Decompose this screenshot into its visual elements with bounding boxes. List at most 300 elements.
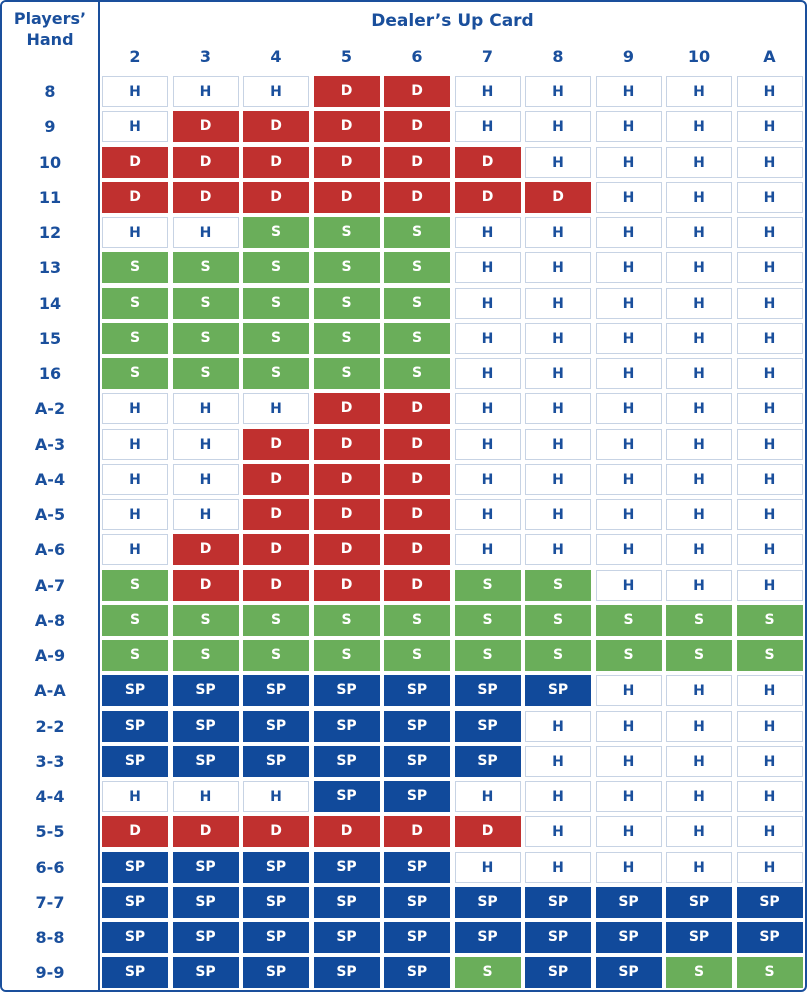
action-cell: H <box>596 816 662 847</box>
action-cell: H <box>666 499 732 530</box>
action-cell: H <box>455 76 521 107</box>
column-header-9: 9 <box>622 47 635 66</box>
action-cell: H <box>666 852 732 883</box>
action-cell: H <box>596 781 662 812</box>
action-cell: S <box>314 358 380 389</box>
action-cell: H <box>102 429 168 460</box>
action-cell: H <box>102 76 168 107</box>
action-cell: H <box>455 252 521 283</box>
action-cell: H <box>666 111 732 142</box>
action-cell: S <box>243 217 309 248</box>
action-cell: H <box>525 288 591 319</box>
row-label-6-6: 6-6 <box>35 857 65 877</box>
action-cell: D <box>384 464 450 495</box>
action-cell: H <box>666 147 732 178</box>
action-cell: H <box>525 746 591 777</box>
action-cell: D <box>455 182 521 213</box>
action-cell: D <box>384 76 450 107</box>
column-header-5: 5 <box>340 47 353 66</box>
action-cell: S <box>666 605 732 636</box>
action-cell: SP <box>525 675 591 706</box>
action-cell: H <box>596 675 662 706</box>
action-cell: H <box>737 147 803 178</box>
action-cell: H <box>596 111 662 142</box>
action-cell: SP <box>173 922 239 953</box>
row-label-A-9: A-9 <box>34 646 66 665</box>
action-cell: S <box>596 605 662 636</box>
action-cell: S <box>173 323 239 354</box>
action-cell: D <box>173 816 239 847</box>
action-cell: H <box>455 323 521 354</box>
action-cell: H <box>455 393 521 424</box>
action-cell: SP <box>384 957 450 988</box>
action-cell: H <box>666 464 732 495</box>
action-cell: S <box>737 957 803 988</box>
row-label-A-6: A-6 <box>34 540 66 560</box>
action-cell: D <box>314 76 380 107</box>
action-cell: H <box>596 288 662 319</box>
row-label-A-7: A-7 <box>34 575 66 595</box>
row-label-4-4: 4-4 <box>35 787 65 806</box>
action-cell: H <box>666 288 732 319</box>
action-cell: D <box>102 182 168 213</box>
action-cell: SP <box>314 887 380 918</box>
action-cell: S <box>314 323 380 354</box>
action-cell: SP <box>173 746 239 777</box>
action-cell: H <box>596 499 662 530</box>
action-cell: H <box>102 781 168 812</box>
action-cell: H <box>455 534 521 565</box>
action-cell: D <box>314 534 380 565</box>
action-cell: S <box>455 605 521 636</box>
row-label-A-5: A-5 <box>34 505 66 524</box>
action-cell: S <box>243 323 309 354</box>
action-cell: H <box>596 711 662 742</box>
action-cell: H <box>666 252 732 283</box>
action-cell: SP <box>737 887 803 918</box>
players-hand-header-line1: Players’ <box>13 9 87 28</box>
action-cell: S <box>243 640 309 671</box>
action-cell: SP <box>384 675 450 706</box>
action-cell: SP <box>666 887 732 918</box>
action-cell: D <box>384 111 450 142</box>
action-cell: SP <box>173 711 239 742</box>
action-cell: S <box>173 252 239 283</box>
action-cell: SP <box>314 746 380 777</box>
action-cell: H <box>666 781 732 812</box>
action-cell: SP <box>596 922 662 953</box>
action-cell: D <box>455 147 521 178</box>
action-cell: D <box>102 147 168 178</box>
row-label-13: 13 <box>38 258 62 278</box>
action-cell: H <box>737 781 803 812</box>
action-cell: H <box>596 570 662 601</box>
column-header-8: 8 <box>552 47 564 66</box>
action-cell: H <box>737 76 803 107</box>
action-cell: SP <box>455 922 521 953</box>
row-label-8: 8 <box>44 82 56 101</box>
action-cell: SP <box>243 746 309 777</box>
action-cell: S <box>102 358 168 389</box>
action-cell: D <box>314 429 380 460</box>
action-cell: D <box>384 393 450 424</box>
action-cell: S <box>666 640 732 671</box>
action-cell: S <box>314 217 380 248</box>
row-label-2-2: 2-2 <box>35 716 65 736</box>
action-cell: H <box>173 429 239 460</box>
action-cell: H <box>455 111 521 142</box>
action-cell: SP <box>243 887 309 918</box>
dealer-up-card-title: Dealer’s Up Card <box>371 11 534 31</box>
action-cell: S <box>384 358 450 389</box>
action-cell: S <box>314 640 380 671</box>
players-hand-header <box>2 8 98 50</box>
action-cell: SP <box>455 711 521 742</box>
action-cell: H <box>102 393 168 424</box>
action-cell: S <box>314 605 380 636</box>
action-cell: H <box>455 781 521 812</box>
action-cell: H <box>173 217 239 248</box>
action-cell: H <box>666 182 732 213</box>
action-cell: S <box>243 288 309 319</box>
action-cell: S <box>173 640 239 671</box>
action-cell: SP <box>102 746 168 777</box>
action-cell: SP <box>384 852 450 883</box>
row-label-15: 15 <box>38 328 62 348</box>
action-cell: H <box>173 781 239 812</box>
action-cell: D <box>243 147 309 178</box>
action-cell: D <box>314 816 380 847</box>
action-cell: D <box>384 429 450 460</box>
action-cell: D <box>384 499 450 530</box>
row-label-3-3: 3-3 <box>35 751 65 771</box>
action-cell: SP <box>173 675 239 706</box>
action-cell: S <box>314 288 380 319</box>
action-cell: SP <box>384 746 450 777</box>
action-cell: H <box>102 534 168 565</box>
action-cell: H <box>737 182 803 213</box>
action-cell: D <box>314 464 380 495</box>
action-cell: H <box>737 570 803 601</box>
action-cell: S <box>243 605 309 636</box>
action-cell: H <box>737 675 803 706</box>
action-cell: H <box>596 358 662 389</box>
action-cell: H <box>102 111 168 142</box>
action-cell: D <box>243 429 309 460</box>
action-cell: H <box>525 147 591 178</box>
action-cell: H <box>737 217 803 248</box>
action-cell: H <box>737 358 803 389</box>
action-cell: H <box>666 570 732 601</box>
action-cell: H <box>525 217 591 248</box>
action-cell: H <box>525 534 591 565</box>
action-cell: H <box>525 323 591 354</box>
row-label-14: 14 <box>38 293 62 313</box>
action-cell: SP <box>455 887 521 918</box>
action-cell: H <box>666 429 732 460</box>
action-cell: SP <box>314 852 380 883</box>
action-cell: H <box>737 852 803 883</box>
action-cell: D <box>243 182 309 213</box>
action-cell: D <box>384 816 450 847</box>
action-cell: H <box>173 464 239 495</box>
action-cell: S <box>455 957 521 988</box>
action-cell: SP <box>384 781 450 812</box>
action-cell: D <box>173 147 239 178</box>
action-cell: S <box>384 605 450 636</box>
action-cell: D <box>314 570 380 601</box>
row-label-10: 10 <box>38 152 62 172</box>
action-cell: SP <box>314 957 380 988</box>
action-cell: S <box>173 605 239 636</box>
action-cell: H <box>737 393 803 424</box>
row-label-16: 16 <box>38 364 62 383</box>
action-cell: S <box>525 605 591 636</box>
action-cell: D <box>243 570 309 601</box>
action-cell: H <box>173 393 239 424</box>
action-cell: S <box>525 640 591 671</box>
action-cell: SP <box>596 887 662 918</box>
action-cell: S <box>384 288 450 319</box>
action-cell: S <box>314 252 380 283</box>
action-cell: D <box>173 534 239 565</box>
action-cell: S <box>243 358 309 389</box>
action-cell: SP <box>102 852 168 883</box>
action-cell: SP <box>455 746 521 777</box>
action-cell: H <box>525 111 591 142</box>
action-cell: H <box>525 358 591 389</box>
row-label-A-A: A-A <box>34 681 66 701</box>
action-cell: H <box>737 711 803 742</box>
action-cell: H <box>102 217 168 248</box>
action-cell: H <box>596 217 662 248</box>
action-cell: H <box>596 393 662 424</box>
row-label-9-9: 9-9 <box>35 963 65 983</box>
action-cell: H <box>666 76 732 107</box>
action-cell: D <box>314 111 380 142</box>
action-cell: H <box>455 499 521 530</box>
row-label-9: 9 <box>44 117 56 137</box>
action-cell: S <box>102 605 168 636</box>
action-cell: D <box>384 534 450 565</box>
action-cell: D <box>384 182 450 213</box>
action-cell: H <box>525 429 591 460</box>
action-cell: S <box>384 252 450 283</box>
action-cell: SP <box>314 922 380 953</box>
action-cell: H <box>666 323 732 354</box>
action-cell: H <box>737 534 803 565</box>
action-cell: SP <box>596 957 662 988</box>
action-cell: H <box>666 711 732 742</box>
action-cell: H <box>243 781 309 812</box>
action-cell: D <box>173 182 239 213</box>
row-label-5-5: 5-5 <box>35 822 65 842</box>
row-label-A-2: A-2 <box>34 399 66 419</box>
column-header-7: 7 <box>481 47 494 66</box>
action-cell: S <box>525 570 591 601</box>
action-cell: H <box>596 147 662 178</box>
action-cell: H <box>737 323 803 354</box>
action-cell: H <box>666 816 732 847</box>
action-cell: SP <box>384 922 450 953</box>
action-cell: D <box>102 816 168 847</box>
action-cell: H <box>525 816 591 847</box>
action-cell: D <box>384 570 450 601</box>
action-cell: H <box>737 429 803 460</box>
action-cell: S <box>455 640 521 671</box>
column-header-10: 10 <box>687 47 711 66</box>
action-cell: H <box>102 499 168 530</box>
action-cell: D <box>525 182 591 213</box>
action-cell: SP <box>102 887 168 918</box>
action-cell: S <box>102 570 168 601</box>
action-cell: S <box>384 640 450 671</box>
action-cell: H <box>243 76 309 107</box>
column-header-4: 4 <box>270 47 282 66</box>
action-cell: SP <box>314 781 380 812</box>
row-label-A-8: A-8 <box>34 610 66 630</box>
action-cell: SP <box>384 711 450 742</box>
action-cell: H <box>666 393 732 424</box>
column-header-6: 6 <box>411 47 423 66</box>
action-cell: SP <box>243 675 309 706</box>
action-cell: SP <box>102 711 168 742</box>
action-cell: H <box>525 76 591 107</box>
action-cell: H <box>455 852 521 883</box>
action-cell: S <box>102 252 168 283</box>
action-cell: D <box>384 147 450 178</box>
row-label-A-4: A-4 <box>34 469 66 489</box>
action-cell: S <box>596 640 662 671</box>
action-cell: S <box>737 640 803 671</box>
action-cell: D <box>243 111 309 142</box>
action-cell: S <box>455 570 521 601</box>
action-cell: S <box>666 957 732 988</box>
action-cell: H <box>666 675 732 706</box>
action-cell: SP <box>314 711 380 742</box>
action-cell: D <box>243 816 309 847</box>
action-cell: S <box>102 288 168 319</box>
action-cell: H <box>455 288 521 319</box>
action-cell: S <box>384 217 450 248</box>
action-cell: SP <box>455 675 521 706</box>
action-cell: SP <box>666 922 732 953</box>
action-cell: S <box>243 252 309 283</box>
action-cell: SP <box>525 887 591 918</box>
action-cell: S <box>102 640 168 671</box>
column-header-3: 3 <box>199 47 212 66</box>
action-cell: D <box>314 147 380 178</box>
column-header-A: A <box>763 47 776 66</box>
action-cell: SP <box>243 852 309 883</box>
action-cell: H <box>596 746 662 777</box>
action-cell: SP <box>384 887 450 918</box>
action-cell: H <box>525 252 591 283</box>
row-label-11: 11 <box>38 187 62 207</box>
action-cell: H <box>173 76 239 107</box>
action-cell: SP <box>102 922 168 953</box>
action-cell: H <box>596 182 662 213</box>
action-cell: H <box>455 358 521 389</box>
action-cell: H <box>737 499 803 530</box>
action-cell: SP <box>173 887 239 918</box>
action-cell: D <box>243 534 309 565</box>
action-cell: D <box>243 464 309 495</box>
action-cell: H <box>596 252 662 283</box>
action-cell: SP <box>102 675 168 706</box>
action-cell: SP <box>102 957 168 988</box>
action-cell: D <box>173 570 239 601</box>
action-cell: H <box>596 534 662 565</box>
action-cell: SP <box>243 957 309 988</box>
action-cell: SP <box>243 711 309 742</box>
action-cell: SP <box>243 922 309 953</box>
action-cell: H <box>243 393 309 424</box>
action-cell: D <box>173 111 239 142</box>
action-cell: SP <box>173 852 239 883</box>
action-cell: H <box>666 746 732 777</box>
action-cell: H <box>737 252 803 283</box>
action-cell: H <box>525 852 591 883</box>
action-cell: H <box>666 358 732 389</box>
action-cell: H <box>102 464 168 495</box>
action-cell: H <box>525 393 591 424</box>
action-cell: H <box>666 217 732 248</box>
action-cell: S <box>102 323 168 354</box>
action-cell: H <box>596 852 662 883</box>
action-cell: H <box>455 429 521 460</box>
action-cell: H <box>737 746 803 777</box>
action-cell: D <box>314 393 380 424</box>
action-cell: SP <box>314 675 380 706</box>
action-cell: H <box>525 711 591 742</box>
column-header-2: 2 <box>129 47 141 66</box>
action-cell: S <box>384 323 450 354</box>
row-label-12: 12 <box>38 223 62 242</box>
action-cell: H <box>455 217 521 248</box>
action-cell: H <box>596 76 662 107</box>
action-cell: D <box>314 499 380 530</box>
players-hand-column <box>2 2 100 990</box>
action-cell: SP <box>173 957 239 988</box>
players-hand-header-line2: Hand <box>26 30 74 49</box>
row-label-7-7: 7-7 <box>35 892 65 912</box>
action-cell: H <box>737 816 803 847</box>
action-cell: H <box>525 499 591 530</box>
action-cell: S <box>737 605 803 636</box>
action-cell: H <box>596 464 662 495</box>
action-cell: H <box>737 111 803 142</box>
action-cell: SP <box>525 922 591 953</box>
action-cell: D <box>455 816 521 847</box>
action-cell: H <box>737 288 803 319</box>
row-label-A-3: A-3 <box>34 434 66 454</box>
action-cell: H <box>455 464 521 495</box>
action-cell: H <box>525 781 591 812</box>
action-cell: H <box>596 323 662 354</box>
action-cell: H <box>666 534 732 565</box>
action-cell: D <box>243 499 309 530</box>
action-cell: H <box>525 464 591 495</box>
action-cell: S <box>173 358 239 389</box>
action-cell: D <box>314 182 380 213</box>
action-cell: SP <box>737 922 803 953</box>
action-cell: S <box>173 288 239 319</box>
action-cell: H <box>596 429 662 460</box>
action-cell: H <box>173 499 239 530</box>
action-cell: SP <box>525 957 591 988</box>
action-cell: H <box>737 464 803 495</box>
